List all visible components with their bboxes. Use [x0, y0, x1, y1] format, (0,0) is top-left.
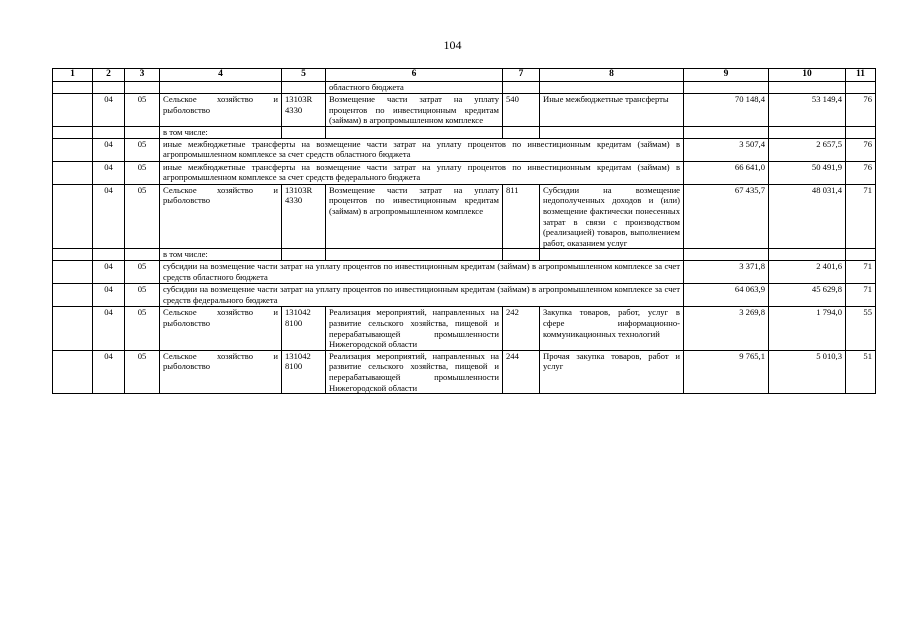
col6-cell — [326, 126, 503, 138]
amount-executed — [769, 350, 846, 393]
percent-executed — [846, 138, 876, 161]
expense-type-code — [503, 350, 540, 393]
section-code-text: 04 — [104, 261, 113, 272]
including-label — [160, 126, 282, 138]
subsection-code-text: 05 — [137, 184, 147, 195]
col2-cell — [93, 126, 125, 138]
subsection-code-text: 05 — [137, 161, 147, 172]
amount-planned-text: 64 063,9 — [734, 284, 765, 295]
expense-type-name-text: Закупка товаров, работ, услуг в сфере информационно-коммуникационных технологий — [543, 307, 680, 339]
target-article-name-text: Возмещение части затрат на уплату процентов по инвестиционным кредитам (займам) в агропромышленном комплексе — [329, 184, 499, 216]
column-header: 1 — [53, 69, 93, 82]
section-name — [160, 184, 282, 249]
including-label-row — [53, 249, 876, 261]
section-code — [93, 138, 125, 161]
column-header: 10 — [769, 69, 846, 82]
percent-executed-text: 76 — [863, 94, 872, 104]
amount-executed — [769, 307, 846, 350]
section-code — [93, 184, 125, 249]
section-name — [160, 350, 282, 393]
table-row — [53, 307, 876, 350]
section-name-text: Сельское хозяйство и рыболовство — [163, 94, 278, 115]
expense-type-code — [503, 307, 540, 350]
subsection-code-text: 05 — [137, 284, 147, 295]
subsection-code — [125, 284, 160, 307]
column-header: 11 — [846, 69, 876, 82]
target-article-code — [282, 350, 326, 393]
col1-cell — [53, 261, 93, 284]
table-subrow — [53, 161, 876, 184]
column-header: 9 — [684, 69, 769, 82]
col1-cell — [53, 161, 93, 184]
section-code — [93, 161, 125, 184]
continuation-text: областного бюджета — [326, 82, 503, 94]
column-header: 5 — [282, 69, 326, 82]
target-article-name-text: Реализация мероприятий, направленных на развитие сельского хозяйства, пищевой и перерабатывающей промышленности Нижегородской области — [329, 350, 499, 393]
subsection-code — [125, 350, 160, 393]
including-label-text: в том числе: — [163, 126, 208, 137]
col11-cell — [846, 249, 876, 261]
subsection-code-text: 05 — [137, 261, 147, 272]
including-label — [160, 249, 282, 261]
subsection-code — [125, 161, 160, 184]
amount-executed-text: 53 149,4 — [811, 94, 842, 104]
percent-executed-text: 71 — [863, 261, 872, 272]
section-name-text: Сельское хозяйство и рыболовство — [163, 307, 278, 328]
section-code — [93, 307, 125, 350]
col1-cell — [53, 126, 93, 138]
including-label-row — [53, 126, 876, 138]
percent-executed — [846, 284, 876, 307]
amount-planned — [684, 284, 769, 307]
col3-cell — [125, 126, 160, 138]
col9-cell — [684, 126, 769, 138]
table-row — [53, 350, 876, 393]
col1-cell — [53, 94, 93, 127]
amount-planned-text: 70 148,4 — [734, 94, 765, 104]
amount-executed — [769, 94, 846, 127]
amount-planned-text: 3 507,4 — [739, 138, 765, 149]
column-header: 7 — [503, 69, 540, 82]
amount-executed — [769, 184, 846, 249]
subsection-code-text: 05 — [137, 350, 147, 361]
col5-cell — [282, 249, 326, 261]
section-code-text: 04 — [104, 138, 113, 149]
budget-table — [52, 68, 876, 394]
col10-cell — [769, 249, 846, 261]
subrow-description-text: иные межбюджетные трансферты на возмещение части затрат на уплату процентов по инвестиционным кредитам (займам) в агропромышленном комплексе за счет средств федерального бюджета — [163, 161, 680, 183]
section-name — [160, 94, 282, 127]
subsection-code-text: 05 — [137, 307, 147, 318]
table-body — [53, 82, 876, 394]
col1-cell — [53, 184, 93, 249]
section-code-text: 04 — [104, 184, 113, 195]
subsection-code — [125, 261, 160, 284]
column-header: 3 — [125, 69, 160, 82]
target-article-code-text: 131042 8100 — [285, 350, 311, 372]
amount-executed-text: 1 794,0 — [816, 307, 842, 318]
header-row — [53, 69, 876, 82]
col1-cell — [53, 307, 93, 350]
col1-cell — [53, 249, 93, 261]
page-number: 104 — [443, 38, 462, 52]
expense-type-name — [540, 184, 684, 249]
col1-cell — [53, 138, 93, 161]
subsection-code — [125, 94, 160, 127]
col7-cell — [503, 249, 540, 261]
amount-planned — [684, 94, 769, 127]
percent-executed — [846, 184, 876, 249]
expense-type-name — [540, 307, 684, 350]
col9-cell — [684, 249, 769, 261]
section-name-text: Сельское хозяйство и рыболовство — [163, 184, 278, 206]
percent-executed — [846, 350, 876, 393]
table-row — [53, 184, 876, 249]
expense-type-code-text: 242 — [506, 307, 519, 318]
section-code — [93, 94, 125, 127]
target-article-name — [326, 184, 503, 249]
percent-executed-text: 76 — [863, 161, 872, 172]
column-header: 8 — [540, 69, 684, 82]
amount-executed — [769, 261, 846, 284]
amount-executed — [769, 284, 846, 307]
subrow-description — [160, 138, 684, 161]
column-header: 6 — [326, 69, 503, 82]
table-row — [53, 94, 876, 127]
target-article-name — [326, 307, 503, 350]
amount-executed — [769, 161, 846, 184]
section-code — [93, 284, 125, 307]
target-article-code-text: 13103R 4330 — [285, 94, 313, 115]
target-article-name-text: Возмещение части затрат на уплату процентов по инвестиционным кредитам (займам) в агропромышленном комплексе — [329, 94, 499, 126]
column-header: 4 — [160, 69, 282, 82]
subrow-description — [160, 261, 684, 284]
section-code-text: 04 — [104, 284, 113, 295]
expense-type-code-text: 540 — [506, 94, 519, 104]
col6-cell — [326, 249, 503, 261]
expense-type-name-text: Иные межбюджетные трансферты — [543, 94, 669, 104]
subrow-description — [160, 161, 684, 184]
target-article-name — [326, 350, 503, 393]
subrow-description-text: субсидии на возмещение части затрат на уплату процентов по инвестиционным кредитам (займам) в агропромышленном комплексе за счет средств федерального бюджета — [163, 284, 680, 305]
col8-cell — [540, 249, 684, 261]
amount-executed-text: 50 491,9 — [811, 161, 842, 172]
subrow-description — [160, 284, 684, 307]
amount-planned-text: 66 641,0 — [734, 161, 765, 172]
col5-cell — [282, 126, 326, 138]
amount-executed-text: 2 657,5 — [816, 138, 842, 149]
expense-type-name — [540, 94, 684, 127]
subsection-code-text: 05 — [137, 138, 147, 149]
target-article-code — [282, 184, 326, 249]
expense-type-code — [503, 184, 540, 249]
continuation-row — [53, 82, 876, 94]
section-code — [93, 261, 125, 284]
subsection-code — [125, 138, 160, 161]
amount-planned-text: 67 435,7 — [734, 184, 765, 195]
percent-executed-text: 51 — [863, 350, 872, 361]
amount-planned — [684, 138, 769, 161]
subrow-description-text: иные межбюджетные трансферты на возмещение части затрат на уплату процентов по инвестиционным кредитам (займам) в агропромышленном комплексе за счет средств областного бюджета — [163, 138, 680, 160]
table-subrow — [53, 284, 876, 307]
section-code-text: 04 — [104, 94, 113, 104]
expense-type-name-text: Субсидии на возмещение недополученных доходов и (или) возмещение фактически понесенных затрат в связи с производством (реализацией) товаров, выполнением работ, оказанием услуг — [543, 184, 680, 248]
amount-planned — [684, 161, 769, 184]
percent-executed-text: 55 — [863, 307, 872, 318]
percent-executed — [846, 94, 876, 127]
expense-type-name — [540, 350, 684, 393]
table-subrow — [53, 261, 876, 284]
target-article-code — [282, 307, 326, 350]
amount-planned — [684, 261, 769, 284]
target-article-code — [282, 94, 326, 127]
target-article-name — [326, 94, 503, 127]
amount-executed-text: 45 629,8 — [811, 284, 842, 295]
col11-cell — [846, 126, 876, 138]
percent-executed — [846, 307, 876, 350]
amount-planned — [684, 184, 769, 249]
percent-executed-text: 71 — [863, 184, 872, 195]
table-subrow — [53, 138, 876, 161]
col2-cell — [93, 249, 125, 261]
expense-type-name-text: Прочая закупка товаров, работ и услуг — [543, 350, 680, 372]
section-code — [93, 350, 125, 393]
target-article-name-text: Реализация мероприятий, направленных на развитие сельского хозяйства, пищевой и перерабатывающей промышленности Нижегородской области — [329, 307, 499, 350]
col7-cell — [503, 126, 540, 138]
percent-executed — [846, 261, 876, 284]
subrow-description-text: субсидии на возмещение части затрат на уплату процентов по инвестиционным кредитам (займам) в агропромышленном комплексе за счет средств областного бюджета — [163, 261, 680, 282]
subsection-code — [125, 184, 160, 249]
section-code-text: 04 — [104, 161, 113, 172]
section-name — [160, 307, 282, 350]
including-label-text: в том числе: — [163, 249, 208, 260]
section-code-text: 04 — [104, 350, 113, 361]
section-code-text: 04 — [104, 307, 113, 318]
expense-type-code — [503, 94, 540, 127]
amount-planned — [684, 350, 769, 393]
col10-cell — [769, 126, 846, 138]
target-article-code-text: 131042 8100 — [285, 307, 311, 328]
amount-planned — [684, 307, 769, 350]
col8-cell — [540, 126, 684, 138]
percent-executed-text: 71 — [863, 284, 872, 295]
amount-planned-text: 3 371,8 — [739, 261, 765, 272]
percent-executed-text: 76 — [863, 138, 872, 149]
expense-type-code-text: 811 — [506, 184, 519, 195]
subsection-code-text: 05 — [137, 94, 147, 104]
amount-executed-text: 2 401,6 — [816, 261, 842, 272]
amount-executed-text: 5 010,3 — [816, 350, 842, 361]
col1-cell — [53, 284, 93, 307]
percent-executed — [846, 161, 876, 184]
amount-planned-text: 9 765,1 — [739, 350, 765, 361]
col3-cell — [125, 249, 160, 261]
section-name-text: Сельское хозяйство и рыболовство — [163, 350, 278, 372]
amount-planned-text: 3 269,8 — [739, 307, 765, 318]
expense-type-code-text: 244 — [506, 350, 519, 361]
column-header: 2 — [93, 69, 125, 82]
amount-executed — [769, 138, 846, 161]
target-article-code-text: 13103R 4330 — [285, 184, 313, 206]
subsection-code — [125, 307, 160, 350]
col1-cell — [53, 350, 93, 393]
amount-executed-text: 48 031,4 — [811, 184, 842, 195]
